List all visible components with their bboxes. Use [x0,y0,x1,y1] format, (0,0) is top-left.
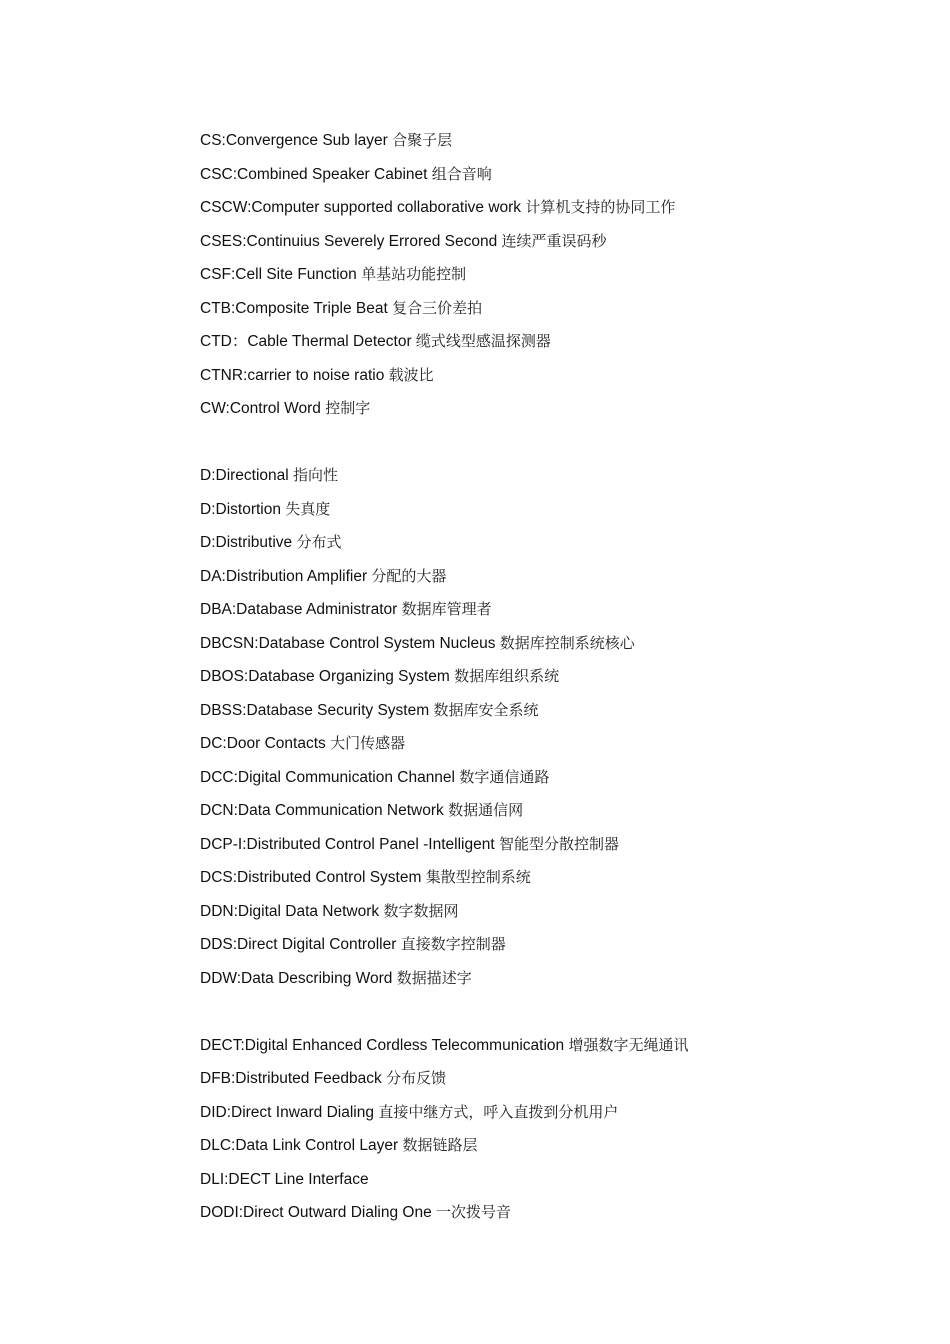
term-en: D:Distributive [200,534,297,551]
term-en: DA:Distribution Amplifier [200,567,372,585]
glossary-entry [200,294,900,328]
term-en: DFB:Distributed Feedback [200,1070,387,1087]
glossary-entry [200,796,900,830]
term-zh: 计算机支持的协同工作 [525,198,676,216]
term-zh: 数据描述字 [396,968,472,987]
glossary-entry [200,528,900,562]
section-gap [200,997,900,1031]
glossary-entry [200,193,900,227]
glossary-entry [200,1098,900,1132]
glossary-entry [200,394,900,428]
glossary-entry [200,729,900,763]
term-en: CW:Control Word [200,400,326,417]
term-zh: 数据链路层 [402,1136,478,1154]
term-en: DCN:Data Communication Network [200,802,449,819]
term-zh: 失真度 [285,499,331,518]
term-zh: 单基站功能控制 [361,265,467,283]
term-en: CS:Convergence Sub layer [200,132,393,149]
term-zh: 分配的大器 [371,566,447,585]
term-zh: 分布反馈 [386,1069,447,1087]
glossary-entry [200,763,900,797]
term-en: D:Directional [200,467,294,484]
term-zh: 指向性 [293,466,339,484]
term-en: CSES:Continuius Severely Errored Second [200,232,502,250]
term-en: CSCW:Computer supported collaborative work [200,199,526,216]
term-zh: 数据库安全系统 [433,700,539,719]
term-en: DC:Door Contacts [200,735,331,752]
term-zh: 载波比 [388,365,434,384]
glossary-entry [200,1131,900,1165]
term-zh: 组合音响 [431,164,492,183]
glossary-entry [200,897,900,931]
glossary-entry [200,1031,900,1065]
term-zh: 合聚子层 [392,131,453,149]
glossary-entry [200,227,900,261]
term-en: DCC:Digital Communication Channel [200,768,460,786]
term-zh: 分布式 [296,533,342,551]
glossary-entry [200,863,900,897]
term-en: DBOS:Database Organizing System [200,668,455,685]
glossary-entry [200,1165,900,1199]
term-en: DBSS:Database Security System [200,701,434,719]
term-en: DLI:DECT Line Interface [200,1170,369,1188]
term-zh: 数字数据网 [383,901,459,920]
glossary-entry [200,327,900,361]
term-zh: 集散型控制系统 [425,868,531,886]
glossary-entry [200,662,900,696]
term-en: CTNR:carrier to noise ratio [200,366,389,384]
term-zh: 大门传感器 [330,734,406,752]
glossary-entry [200,696,900,730]
term-zh: 缆式线型感温探测器 [415,332,551,350]
term-en: CSF:Cell Site Function [200,266,362,283]
term-zh: 一次拨号音 [436,1203,512,1221]
term-en: DBCSN:Database Control System Nucleus [200,634,500,652]
term-en: DBA:Database Administrator [200,601,402,618]
term-en: DECT:Digital Enhanced Cordless Telecommunication [200,1036,569,1054]
term-en: DDW:Data Describing Word [200,969,397,987]
glossary-entry [200,595,900,629]
term-en: DCS:Distributed Control System [200,869,426,886]
term-zh: 直接数字控制器 [400,935,506,953]
term-zh: 连续严重误码秒 [501,231,607,250]
glossary-entry [200,1198,900,1232]
term-en: CSC:Combined Speaker Cabinet [200,165,432,183]
term-en: DID:Direct Inward Dialing [200,1103,379,1121]
term-zh: 增强数字无绳通讯 [568,1035,689,1054]
term-zh: 数据库控制系统核心 [499,633,635,652]
term-zh: 数字通信通路 [459,767,550,786]
glossary-entry [200,629,900,663]
term-en: DLC:Data Link Control Layer [200,1137,403,1154]
term-en: DCP-I:Distributed Control Panel -Intelligent [200,835,499,853]
glossary-entry [200,964,900,998]
glossary-entry [200,461,900,495]
glossary-entry [200,930,900,964]
term-zh: 数据库管理者 [401,600,492,618]
term-en: DODI:Direct Outward Dialing One [200,1204,437,1221]
glossary-entry [200,126,900,160]
term-zh: 智能型分散控制器 [498,834,619,853]
term-en: CTD：Cable Thermal Detector [200,333,416,350]
section-gap [200,428,900,462]
glossary-list [200,126,900,1232]
term-zh: 直接中继方式，呼入直拨到分机用户 [378,1102,619,1121]
term-en: DDS:Direct Digital Controller [200,936,401,953]
term-zh: 数据通信网 [448,801,524,819]
term-en: CTB:Composite Triple Beat [200,299,393,317]
glossary-entry [200,361,900,395]
term-en: DDN:Digital Data Network [200,902,384,920]
glossary-entry [200,1064,900,1098]
glossary-entry [200,495,900,529]
term-zh: 复合三价差拍 [392,298,483,317]
glossary-entry [200,562,900,596]
term-zh: 数据库组织系统 [454,667,560,685]
glossary-entry [200,260,900,294]
term-en: D:Distortion [200,500,286,518]
glossary-entry [200,830,900,864]
term-zh: 控制字 [325,399,371,417]
glossary-entry [200,160,900,194]
